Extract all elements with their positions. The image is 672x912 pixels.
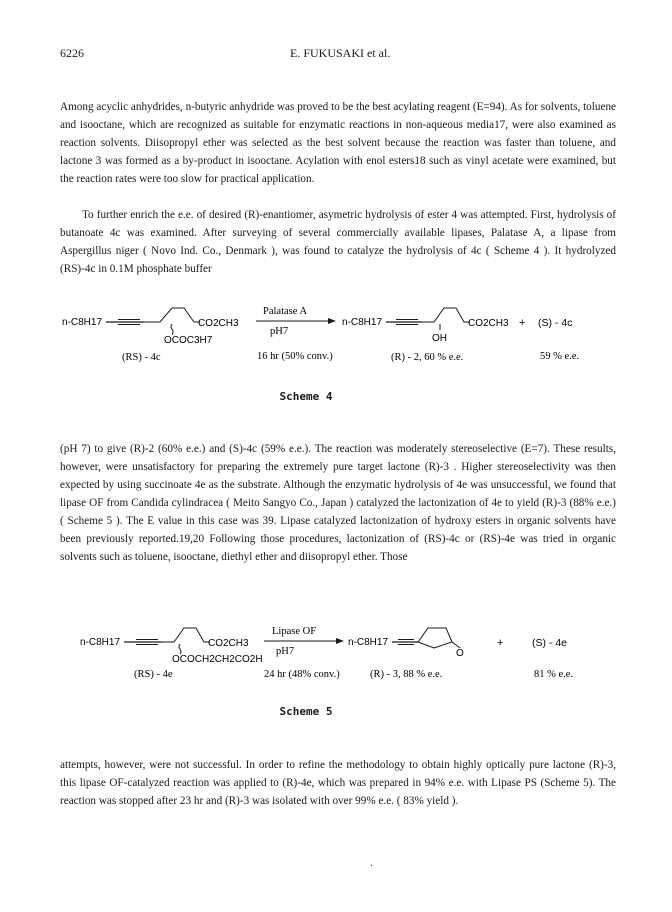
s4-product-label: (R) - 2, 60 % e.e.	[391, 352, 464, 363]
s5-recovered: (S) - 4e	[532, 637, 568, 649]
s5-reagent: Lipase OF	[272, 626, 317, 637]
s5-product-chain: n-C8H17	[348, 637, 389, 648]
scheme-5-structures	[60, 622, 620, 684]
paragraph-2: To further enrich the e.e. of desired (R)-enantiomer, asymetric hydrolysis of ester 4 was attempted. First, hydrolysis of butanoate 4c was examined. After surveying of several commercially available lipases, Palatase A, a lipase from Aspergillus niger ( Novo Ind. Co., Denmark ), was found to catalyze the hydrolysis of 4c ( Scheme 4 ). It hydrolyzed (RS)-4c in 0.1M phosphate buffer	[60, 209, 616, 275]
s4-reactant-acyl: OCOC3H7	[164, 335, 213, 346]
scheme-4-structures	[60, 300, 620, 370]
scheme-4-caption: Scheme 4	[279, 390, 333, 403]
s4-recovered: (S) - 4c	[538, 317, 573, 329]
scheme-5-figure	[60, 622, 620, 684]
running-title: E. FUKUSAKI et al.	[290, 46, 391, 60]
s5-reactant-acyl: OCOCH2CH2CO2H	[172, 654, 263, 665]
s4-reagent: Palatase A	[263, 306, 308, 317]
s5-plus: +	[497, 637, 504, 649]
paragraph-1: Among acyclic anhydrides, n-butyric anhydride was proved to be the best acylating reagent (E=94). As for solvents, toluene and isooctane, which are recognized as suitable for enzymatic reactions in non-aqueous media17, were also examined as reaction solvents. Diisopropyl ether was selected as the best solvent because the reaction was faster than toluene, and lactone 3 was formed as a by-product in isooctane. Acylation with enol esters18 such as vinyl acetate were examined, but the reaction rates were too slow for practical application.	[60, 101, 616, 185]
s4-reactant-chain: n-C8H17	[62, 317, 103, 328]
s5-reactant-ester: CO2CH3	[208, 638, 249, 649]
s4-product-chain: n-C8H17	[342, 317, 383, 328]
s4-product-oh: OH	[432, 333, 447, 344]
s4-reactant-label: (RS) - 4c	[122, 352, 161, 363]
paragraph-3: (pH 7) to give (R)-2 (60% e.e.) and (S)-4c (59% e.e.). The reaction was moderately stereoselective (E=7). These results, however, were unsatisfactory for preparing the extremely pure target lactone (R)-3 . Higher stereoselectivity was then expected by using succinoate 4e as the substrate. Although the enzymatic hydrolysis of 4e was unsuccessful, we found that lipase OF from Candida cylindracea ( Meito Sangyo Co., Japan ) catalyzed the lactonization of 4e to yield (R)-3 (88% e.e.) ( Scheme 5 ). The E value in this case was 39. Lipase catalyzed lactonization of hydroxy esters in organic solvents have been previously reported.19,20 Following those procedures, lactonization of (RS)-4c or (RS)-4e was tried in organic solvents such as toluene, isooctane, diethyl ether and diisopropyl ether. Those	[60, 443, 616, 563]
footer-mark: .	[370, 858, 373, 869]
s5-product-o: O	[456, 648, 464, 659]
s4-product-ester: CO2CH3	[468, 318, 509, 329]
s5-recovered-ee: 81 % e.e.	[534, 669, 574, 680]
paragraph-4: attempts, however, were not successful. In order to refine the methodology to obtain highly optically pure lactone (R)-3, this lipase OF-catalyzed reaction was applied to (R)-4e, which was prepared in 94% e.e. with Lipase PS (Scheme 5). The reaction was stopped after 23 hr and (R)-3 was isolated with over 99% e.e. ( 83% yield ).	[60, 759, 616, 807]
s5-product-label: (R) - 3, 88 % e.e.	[370, 669, 443, 680]
scheme-4-figure	[60, 300, 620, 370]
s4-time: 16 hr (50% conv.)	[257, 351, 333, 362]
s4-reactant-ester: CO2CH3	[198, 318, 239, 329]
s4-conditions: pH7	[270, 326, 289, 337]
s5-reactant-chain: n-C8H17	[80, 637, 121, 648]
s5-time: 24 hr (48% conv.)	[264, 669, 340, 680]
s5-reactant-label: (RS) - 4e	[134, 669, 173, 680]
s4-recovered-ee: 59 % e.e.	[540, 351, 580, 362]
page-number: 6226	[60, 46, 84, 60]
s4-plus: +	[519, 317, 526, 329]
scheme-5-caption: Scheme 5	[279, 705, 333, 718]
s5-conditions: pH7	[276, 646, 295, 657]
